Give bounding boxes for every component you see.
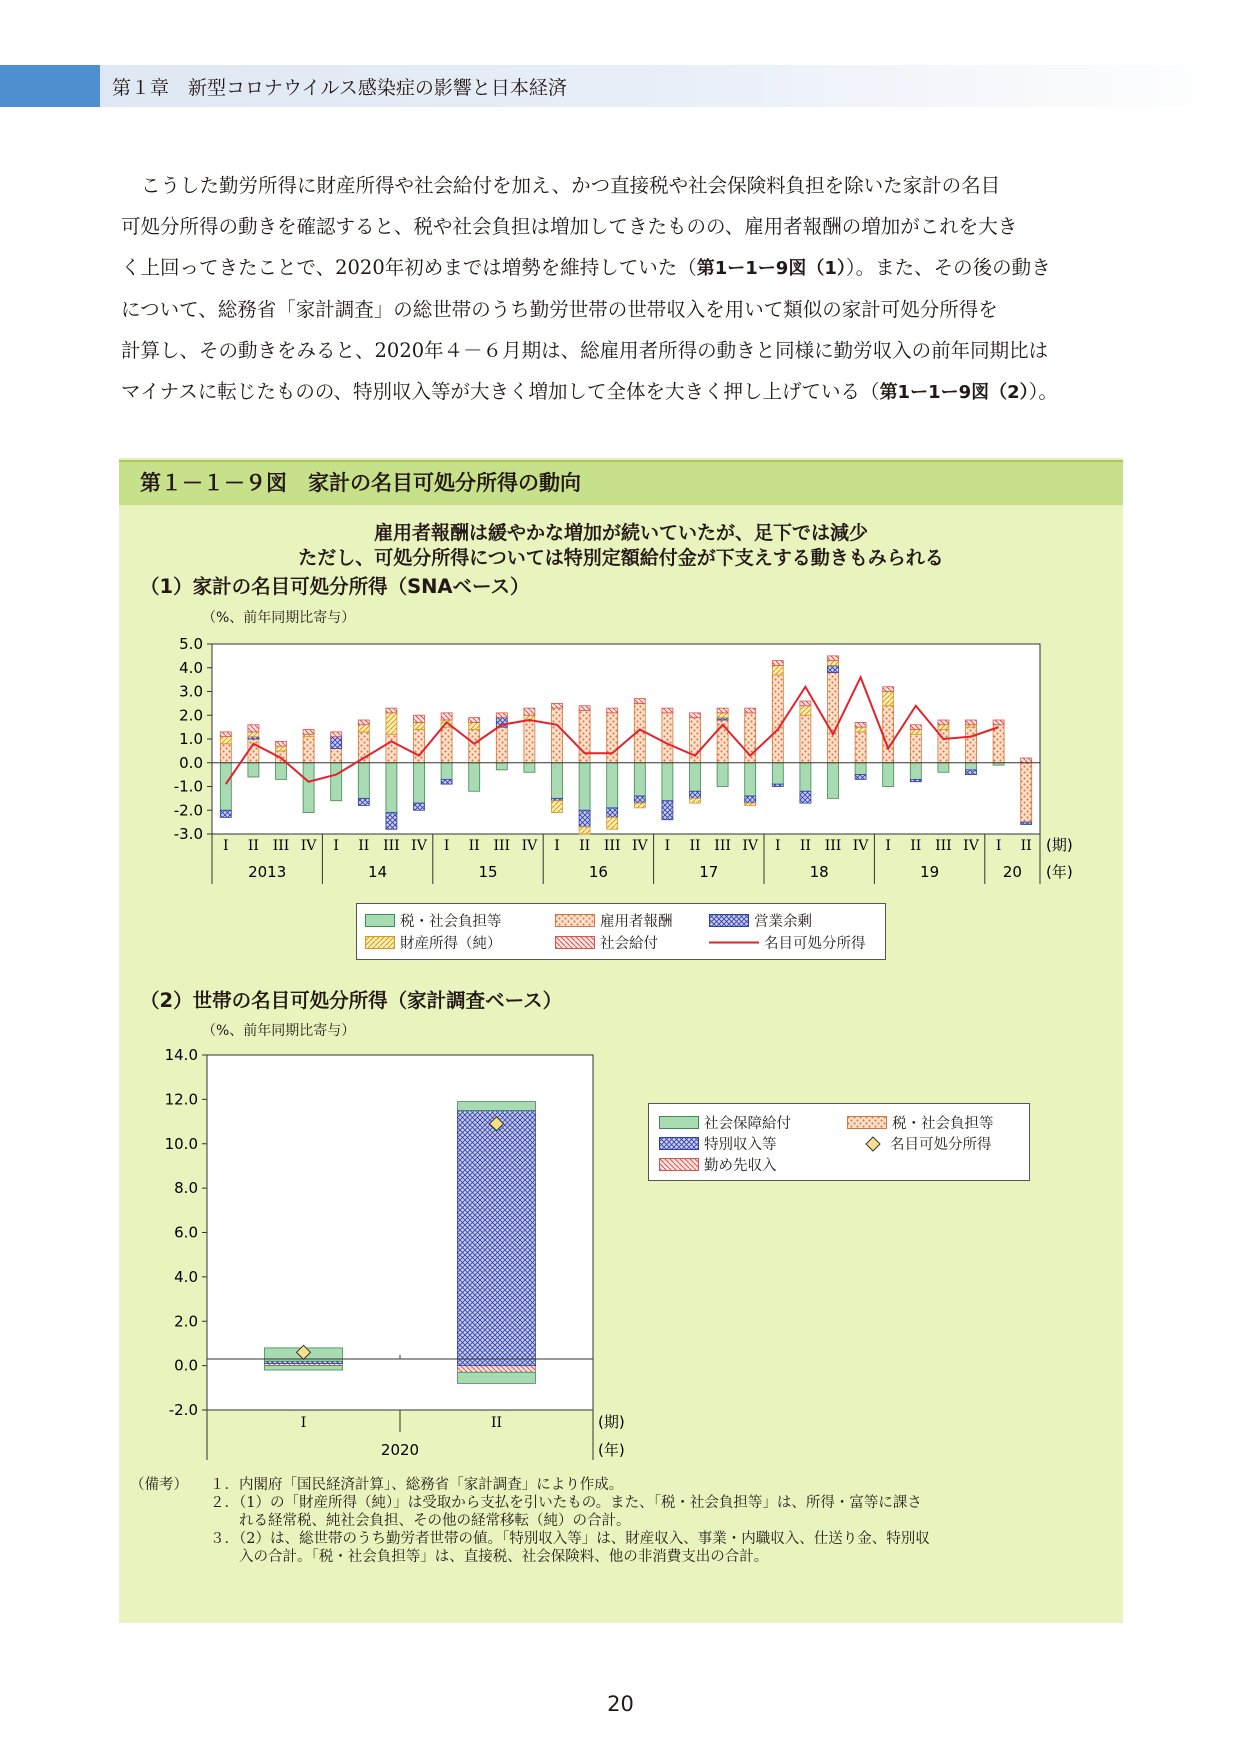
y2-tick-label: 14.0 <box>164 1046 198 1064</box>
legend2-item-line <box>861 1133 992 1154</box>
bar2-tax <box>458 1372 536 1383</box>
legend2-label-ssb: 社会保障給付 <box>704 1116 791 1132</box>
y-tick-label: -1.0 <box>173 777 203 796</box>
x-quarter-label: I <box>443 838 450 854</box>
legend2-label-tax: 税・社会負担等 <box>892 1116 994 1132</box>
legend2-item-ssb <box>659 1112 791 1133</box>
x-quarter-label: I <box>664 838 671 854</box>
panel2-legend <box>648 1103 1030 1181</box>
body-line-1: こうした勤労所得に財産所得や社会給付を加え、かつ直接税や社会保険料負担を除いた家計の名目 <box>141 174 1001 197</box>
x-year-label: 2013 <box>248 863 287 881</box>
legend-label-property: 財産所得（純） <box>400 936 502 952</box>
panel2-unit: （%、前年同期比寄与） <box>202 1023 356 1039</box>
legend2-swatch-ssb <box>659 1116 699 1129</box>
legend-label-comp: 雇用者報酬 <box>600 914 673 930</box>
y-tick-label: 3.0 <box>179 682 203 701</box>
x-quarter-label: IV <box>852 838 869 854</box>
y2-tick-label: 10.0 <box>164 1134 198 1153</box>
x-quarter-label: II <box>358 838 370 854</box>
legend2-label-special: 特別収入等 <box>704 1137 777 1153</box>
x-quarter-label: III <box>935 838 952 854</box>
legend2-label-line: 名目可処分所得 <box>890 1137 992 1153</box>
bar2-work <box>458 1366 536 1373</box>
x-quarter-label: III <box>714 838 731 854</box>
note-line-2: ２．（1）の「財産所得（純）」は受取から支払を引いたもの。また、「税・社会負担等」は、所得・富等に課さ <box>210 1495 922 1511</box>
legend2-swatch-tax <box>847 1116 887 1129</box>
panel1-year-unit: (年) <box>1046 863 1073 881</box>
y-tick-label: -3.0 <box>173 825 203 843</box>
panel1-period-unit: (期) <box>1046 836 1073 854</box>
y-tick-label: 5.0 <box>179 635 203 653</box>
x-quarter-label: I <box>775 838 781 854</box>
x-year-label: 15 <box>478 863 498 881</box>
x-quarter-label: II <box>689 838 701 854</box>
legend2-item-tax <box>847 1112 994 1133</box>
body-line-6-text: マイナスに転じたものの、特別収入等が大きく増加して全体を大きく押し上げている（ <box>121 380 880 403</box>
y-tick-label: 0.0 <box>179 753 203 772</box>
notes-label: （備考） <box>130 1477 188 1493</box>
body-line-5: 計算し、その動きをみると、2020年４－６月期は、総雇用者所得の動きと同様に勤労収入の前年同期比は <box>121 339 1049 362</box>
x-quarter-label: IV <box>631 838 648 854</box>
x-quarter-label: IV <box>521 838 538 854</box>
panel2-period-unit: (期) <box>598 1413 625 1431</box>
bar2-tax <box>265 1366 343 1370</box>
bar2-special <box>458 1110 536 1365</box>
legend2-label-work: 勤め先収入 <box>704 1158 777 1174</box>
x-quarter-label: IV <box>411 838 427 854</box>
bar2-ssb <box>458 1102 536 1111</box>
legend2-swatch-work <box>659 1158 699 1171</box>
x-quarter-label: IV <box>300 838 317 854</box>
legend-label-line: 名目可処分所得 <box>764 936 866 952</box>
note-line-3: れる経常税、純社会負担、その他の経常移転（純）の合計。 <box>210 1513 631 1529</box>
body-line-3-tail: ）。また、その後の動き <box>845 256 1051 279</box>
x-year-label: 20 <box>1002 863 1022 881</box>
legend2-swatch-special <box>659 1137 699 1150</box>
x-quarter-label: IV <box>963 838 979 854</box>
y-tick-label: 2.0 <box>179 706 203 725</box>
figure-ref-1[interactable]: 第1ー1ー9図（1） <box>696 258 846 279</box>
x-quarter-label: III <box>603 838 621 854</box>
x-quarter-label: I <box>554 838 560 854</box>
x-year-label: 14 <box>368 863 388 881</box>
x-quarter-label: II <box>1020 838 1032 854</box>
panel2-year-unit: (年) <box>598 1441 625 1459</box>
x-quarter-label: III <box>383 838 400 854</box>
y-tick-label: -2.0 <box>173 801 203 820</box>
y2-tick-label: 2.0 <box>174 1312 198 1331</box>
x-quarter-label: II <box>579 838 591 854</box>
y2-tick-label: 8.0 <box>174 1179 198 1198</box>
x2-quarter-label: I <box>300 1415 307 1431</box>
panel1-unit: （%、前年同期比寄与） <box>202 610 356 626</box>
note-line-1: １．内閣府「国民経済計算」、総務省「家計調査」により作成。 <box>210 1477 624 1493</box>
legend-label-social: 社会給付 <box>600 936 658 952</box>
legend2-item-special <box>659 1133 777 1154</box>
figure-ref-2[interactable]: 第1ー1ー9図（2） <box>879 382 1029 403</box>
x-quarter-label: II <box>910 838 922 854</box>
x-quarter-label: II <box>247 838 259 854</box>
legend-label-opsurplus: 営業余剰 <box>754 914 812 930</box>
x-quarter-label: II <box>799 838 811 854</box>
x-year-label: 17 <box>699 863 719 881</box>
body-line-2: 可処分所得の動きを確認すると、税や社会負担は増加してきたものの、雇用者報酬の増加がこれを大き <box>121 215 1018 238</box>
y-tick-label: 4.0 <box>179 658 203 677</box>
y-tick-label: 1.0 <box>179 730 203 748</box>
x-quarter-label: I <box>885 838 891 854</box>
x-quarter-label: III <box>824 838 842 854</box>
y2-tick-label: 6.0 <box>174 1223 198 1242</box>
x-quarter-label: III <box>272 838 290 854</box>
panel2-title: （2）世帯の名目可処分所得（家計調査ベース） <box>140 989 563 1012</box>
x-quarter-label: II <box>468 838 480 854</box>
y2-tick-label: 12.0 <box>164 1090 198 1109</box>
y2-tick-label: 4.0 <box>174 1267 198 1286</box>
x-quarter-label: I <box>995 838 1002 854</box>
x-quarter-label: I <box>223 838 229 854</box>
body-line-4: について、総務省「家計調査」の総世帯のうち勤労世帯の世帯収入を用いて類似の家計可処分所得を <box>121 298 998 321</box>
page-number: 20 <box>607 1692 634 1716</box>
x-quarter-label: III <box>493 838 511 854</box>
note-line-5: 入の合計。「税・社会負担等」は、直接税、社会保険料、他の非消費支出の合計。 <box>210 1549 769 1565</box>
panel1-title: （1）家計の名目可処分所得（SNAベース） <box>140 575 530 598</box>
x-year-label: 16 <box>588 863 608 881</box>
body-line-3-text: く上回ってきたことで、2020年初めまでは増勢を維持していた（ <box>121 256 697 279</box>
x-year-label: 19 <box>920 863 940 881</box>
figure-title: 第１－１－９図 家計の名目可処分所得の動向 <box>140 471 581 495</box>
x2-quarter-label: II <box>490 1415 503 1431</box>
body-line-6-tail: ）。 <box>1028 380 1058 403</box>
legend-label-tax: 税・社会負担等 <box>400 914 502 930</box>
y2-tick-label: 0.0 <box>174 1356 198 1375</box>
legend2-item-work <box>659 1154 777 1175</box>
legend2-swatch-diamond <box>861 1136 885 1152</box>
y2-tick-label: -2.0 <box>168 1401 198 1419</box>
figure-headline-2: ただし、可処分所得については特別定額給付金が下支えする動きもみられる <box>298 547 944 569</box>
x-quarter-label: IV <box>742 838 759 854</box>
x-year-label: 18 <box>809 863 829 881</box>
x-quarter-label: I <box>333 838 339 854</box>
x2-year-label: 2020 <box>380 1441 420 1459</box>
figure-headline-1: 雇用者報酬は緩やかな増加が続いていたが、足下では減少 <box>373 522 868 544</box>
chapter-title: 第１章 新型コロナウイルス感染症の影響と日本経済 <box>112 77 567 99</box>
note-line-4: ３．（2）は、総世帯のうち勤労者世帯の値。「特別収入等」は、財産収入、事業・内職収入、仕送り金、特別収 <box>210 1531 930 1547</box>
